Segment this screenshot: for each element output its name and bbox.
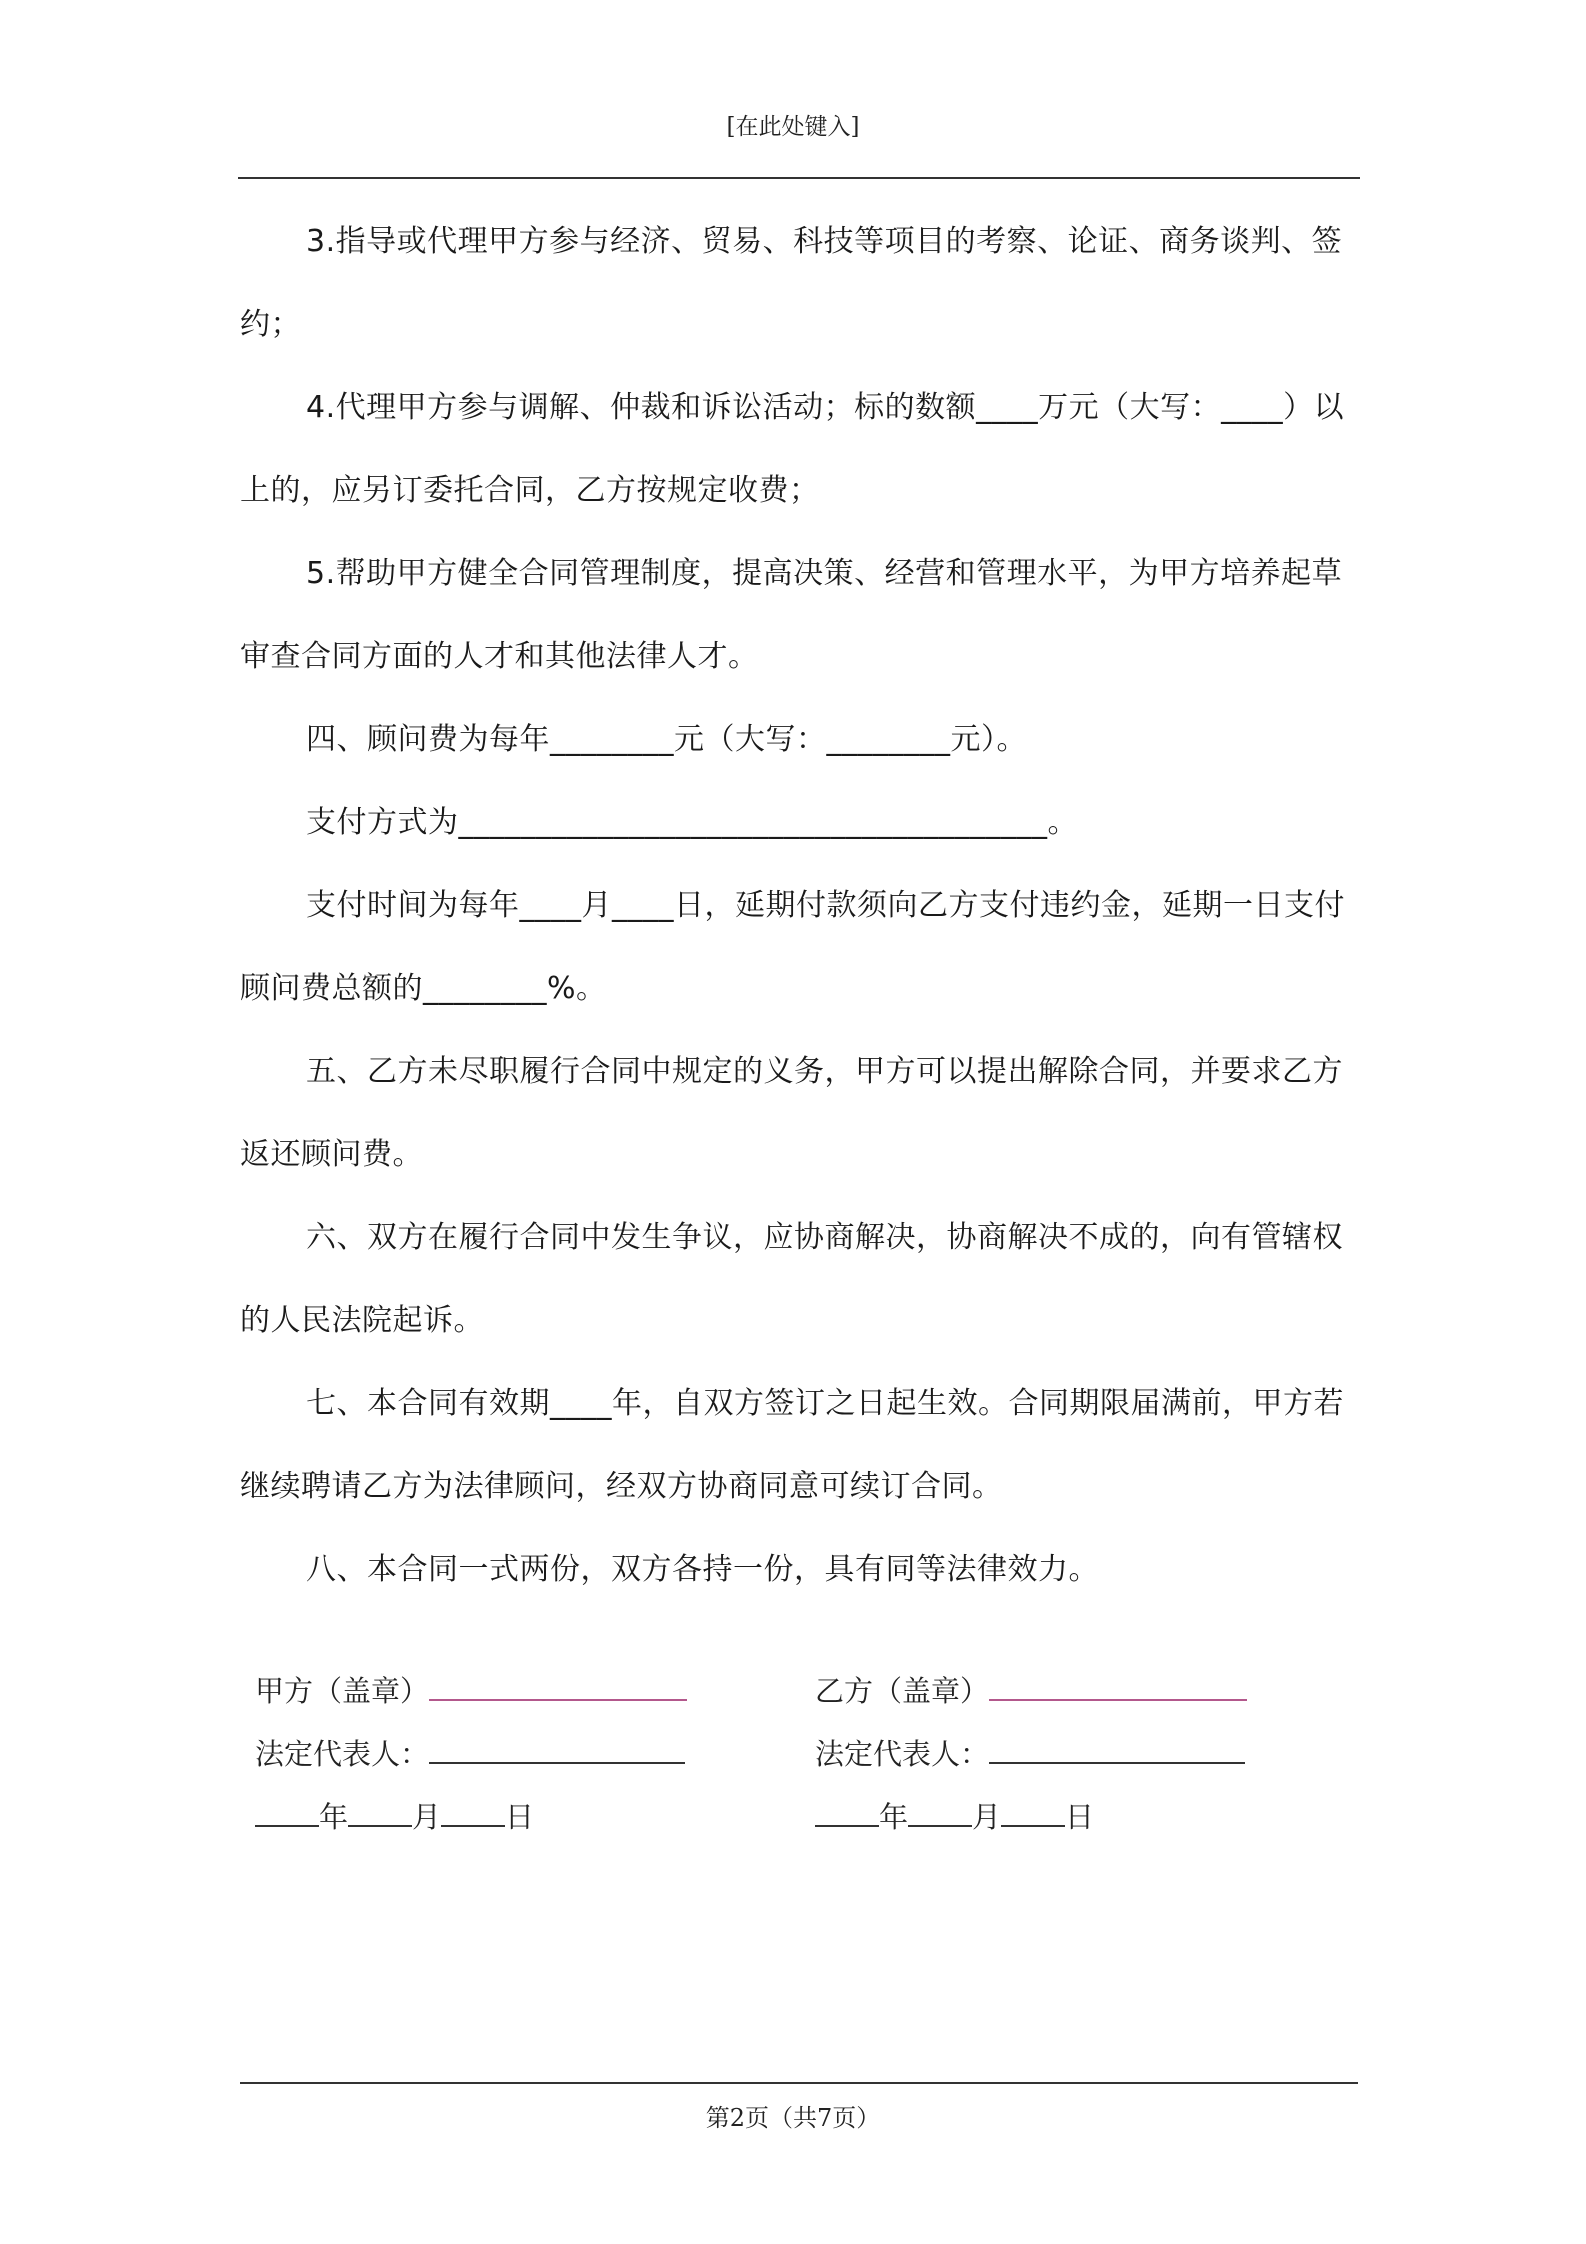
party-a-year-blank[interactable] (255, 1801, 319, 1827)
clause-5-contract-management: 5.帮助甲方健全合同管理制度，提高决策、经营和管理水平，为甲方培养起草审查合同方面的人才和其他法律人才。 (240, 556, 1343, 674)
header-divider (238, 177, 1360, 179)
clause-3-guide-negotiation: 3.指导或代理甲方参与经济、贸易、科技等项目的考察、论证、商务谈判、签约； (240, 224, 1343, 342)
page-header: [在此处键入] (726, 114, 860, 140)
party-a-rep-blank[interactable] (429, 1738, 685, 1764)
party-b-rep-label: 法定代表人： (815, 1737, 990, 1771)
party-b-day-label: 日 (1065, 1800, 1095, 1834)
clause-payment-method: 支付方式为______________________________________。 (306, 805, 1078, 840)
clause-dispute: 六、双方在履行合同中发生争议，应协商解决，协商解决不成的，向有管辖权的人民法院起诉。 (240, 1220, 1343, 1338)
party-b-seal-blank[interactable] (989, 1675, 1247, 1701)
page-number: 第2页（共7页） (705, 2104, 881, 2132)
party-a-day-blank[interactable] (441, 1801, 505, 1827)
party-b-signature (815, 1660, 1335, 1849)
contract-body (240, 200, 1358, 1611)
party-a-year-label: 年 (319, 1800, 349, 1834)
party-b-year-label: 年 (879, 1800, 909, 1834)
party-b-month-blank[interactable] (908, 1801, 972, 1827)
party-b-year-blank[interactable] (815, 1801, 879, 1827)
clause-payment-time: 支付时间为每年____月____日，延期付款须向乙方支付违约金，延期一日支付顾问费总额的________%。 (240, 888, 1345, 1006)
party-b-label: 乙方（盖章） (815, 1674, 990, 1708)
clause-termination: 五、乙方未尽职履行合同中规定的义务，甲方可以提出解除合同，并要求乙方返还顾问费。 (240, 1054, 1343, 1172)
clause-copies: 八、本合同一式两份，双方各持一份，具有同等法律效力。 (306, 1552, 1099, 1587)
party-b-month-label: 月 (972, 1800, 1002, 1834)
footer-divider (240, 2082, 1358, 2084)
party-a-month-label: 月 (412, 1800, 442, 1834)
party-a-month-blank[interactable] (348, 1801, 412, 1827)
party-a-rep-label: 法定代表人： (255, 1737, 430, 1771)
party-a-seal-blank[interactable] (429, 1675, 687, 1701)
party-b-day-blank[interactable] (1001, 1801, 1065, 1827)
party-a-label: 甲方（盖章） (255, 1674, 430, 1708)
clause-fee-amount: 四、顾问费为每年________元（大写：________元）。 (306, 722, 1027, 757)
party-b-rep-blank[interactable] (989, 1738, 1245, 1764)
party-a-signature (255, 1660, 775, 1849)
clause-validity: 七、本合同有效期____年，自双方签订之日起生效。合同期限届满前，甲方若继续聘请乙方为法律顾问，经双方协商同意可续订合同。 (240, 1386, 1344, 1504)
clause-4-agent-litigation: 4.代理甲方参与调解、仲裁和诉讼活动；标的数额____万元（大写：____）以上的，应另订委托合同，乙方按规定收费； (240, 390, 1345, 508)
party-a-day-label: 日 (505, 1800, 535, 1834)
